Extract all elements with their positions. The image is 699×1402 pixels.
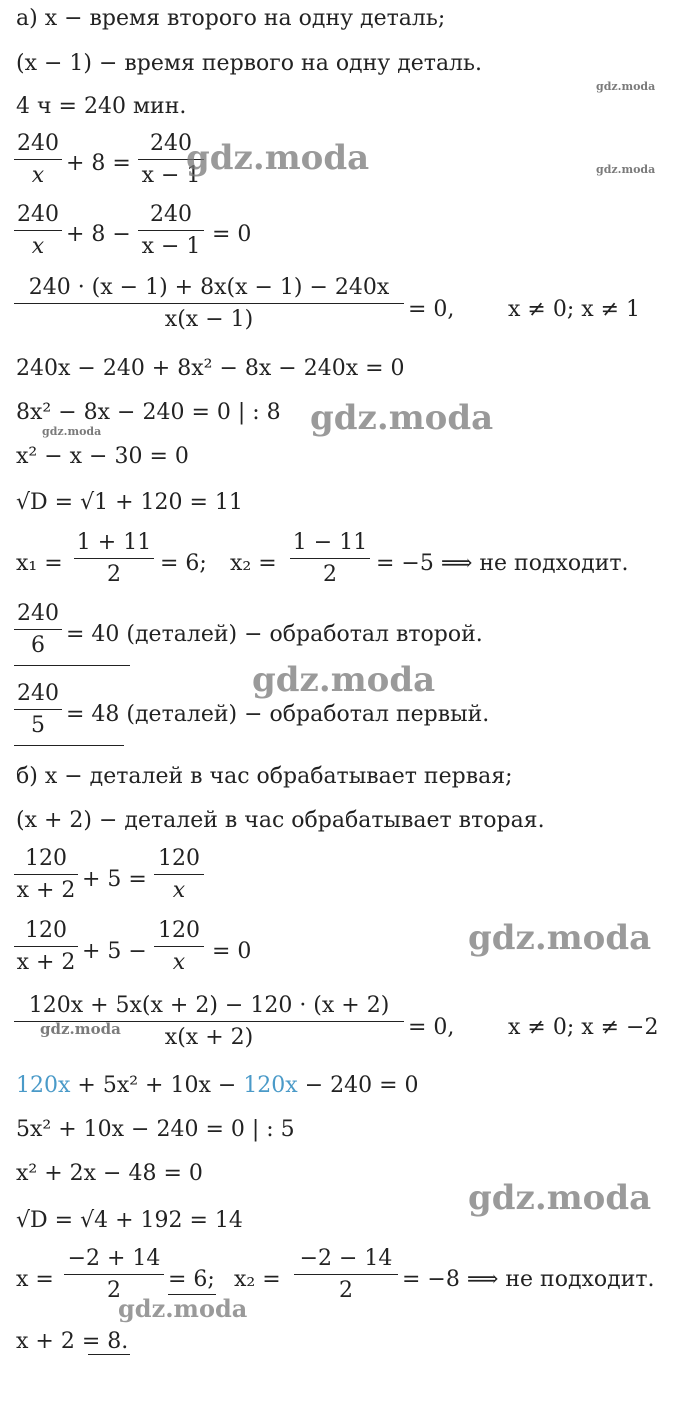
b-eq3-tail: = 0,	[408, 1015, 455, 1040]
b-eq1-frac2	[154, 848, 204, 902]
a-eq2-tail: = 0	[212, 222, 252, 247]
watermark: gdz.moda	[468, 918, 652, 958]
cancelled-term-1: 120x	[16, 1073, 71, 1098]
b-eq7: √D = √4 + 192 = 14	[16, 1208, 243, 1233]
a-eq8-x2: x₂ =	[230, 551, 277, 576]
b-eq8-r1: = 6;	[168, 1267, 215, 1292]
denominator: 2	[339, 1278, 353, 1303]
denominator: x(x + 2)	[164, 1025, 254, 1050]
denominator: x + 2	[16, 950, 76, 975]
watermark: gdz.moda	[252, 660, 436, 700]
numerator: 120	[158, 846, 200, 871]
a-ans1-frac	[14, 603, 62, 657]
b-eq4-end: − 240 = 0	[304, 1073, 419, 1098]
b-eq6: x² + 2x − 48 = 0	[16, 1161, 203, 1186]
numerator: 120	[25, 846, 67, 871]
a-eq3-tail: = 0,	[408, 297, 455, 322]
watermark: gdz.moda	[40, 1020, 121, 1038]
a-ans1-underline	[14, 665, 130, 666]
numerator: 120	[25, 918, 67, 943]
a-line-1: а) x − время второго на одну деталь;	[16, 6, 446, 31]
a-eq8-r1: = 6;	[160, 551, 207, 576]
numerator: 240	[17, 131, 59, 156]
numerator: 240	[17, 202, 59, 227]
a-eq8-frac2	[290, 532, 370, 586]
watermark: gdz.moda	[596, 163, 656, 176]
a-eq6: x² − x − 30 = 0	[16, 444, 189, 469]
b-eq4-middle: + 5x² + 10x −	[77, 1073, 237, 1098]
numerator: −2 + 14	[67, 1246, 161, 1271]
b-eq8-frac2	[294, 1248, 398, 1302]
numerator: 240	[150, 202, 192, 227]
a-eq7: √D = √1 + 120 = 11	[16, 490, 243, 515]
b-eq8-r2: = −8 ⟹ не подходит.	[402, 1267, 655, 1292]
b-eq3-condition: x ≠ 0; x ≠ −2	[508, 1015, 659, 1040]
watermark: gdz.moda	[468, 1178, 652, 1218]
watermark: gdz.moda	[596, 80, 656, 93]
a-eq2-frac2	[138, 204, 204, 258]
watermark: gdz.moda	[186, 138, 370, 178]
b-eq8-x2: x₂ =	[234, 1267, 281, 1292]
a-eq8-frac1	[74, 532, 154, 586]
a-ans1-text: = 40 (деталей) − обработал второй.	[66, 622, 483, 647]
a-eq1-mid: + 8 =	[66, 151, 131, 176]
a-ans2-text: = 48 (деталей) − обработал первый.	[66, 702, 490, 727]
b-eq2-frac1	[14, 920, 78, 974]
numerator: 240	[17, 681, 59, 706]
denominator: x	[172, 878, 186, 903]
denominator: x − 1	[141, 234, 201, 259]
denominator: x − 1	[141, 163, 201, 188]
a-ans2-underline	[14, 745, 124, 746]
b-eq1-mid: + 5 =	[82, 867, 147, 892]
a-eq5: 8x² − 8x − 240 = 0 | : 8	[16, 400, 281, 425]
watermark: gdz.moda	[42, 425, 102, 438]
a-eq2-mid: + 8 −	[66, 222, 131, 247]
b-eq5: 5x² + 10x − 240 = 0 | : 5	[16, 1117, 295, 1142]
numerator: 1 + 11	[76, 530, 152, 555]
numerator: 1 − 11	[292, 530, 368, 555]
denominator: x	[172, 950, 186, 975]
a-eq8-r2: = −5 ⟹ не подходит.	[376, 551, 629, 576]
b-line-2: (x + 2) − деталей в час обрабатывает вторая.	[16, 808, 545, 833]
a-line-3: 4 ч = 240 мин.	[16, 94, 187, 119]
denominator: 2	[107, 1278, 121, 1303]
a-eq2-frac1	[14, 204, 62, 258]
denominator: x	[31, 234, 45, 259]
a-eq3-condition: x ≠ 0; x ≠ 1	[508, 297, 641, 322]
denominator: 2	[107, 562, 121, 587]
b-line-1: б) x − деталей в час обрабатывает первая;	[16, 764, 513, 789]
denominator: 2	[323, 562, 337, 587]
b-answer: x + 2 = 8.	[16, 1329, 129, 1354]
a-eq1-frac1	[14, 133, 62, 187]
a-eq3-frac	[14, 277, 404, 331]
cancelled-term-2: 120x	[243, 1073, 298, 1098]
b-eq4	[16, 1075, 419, 1097]
b-eq2-frac2	[154, 920, 204, 974]
watermark: gdz.moda	[118, 1294, 248, 1323]
a-eq4: 240x − 240 + 8x² − 8x − 240x = 0	[16, 356, 405, 381]
b-answer-underline	[88, 1354, 130, 1355]
watermark: gdz.moda	[310, 398, 494, 438]
numerator: 120x + 5x(x + 2) − 120 · (x + 2)	[28, 993, 390, 1018]
numerator: 240	[17, 601, 59, 626]
numerator: 120	[158, 918, 200, 943]
numerator: 240 · (x − 1) + 8x(x − 1) − 240x	[28, 275, 390, 300]
denominator: x + 2	[16, 878, 76, 903]
numerator: −2 − 14	[299, 1246, 393, 1271]
a-line-2: (x − 1) − время первого на одну деталь.	[16, 51, 483, 76]
b-eq8-x1: x =	[16, 1267, 54, 1292]
b-eq1-frac1	[14, 848, 78, 902]
a-ans2-frac	[14, 683, 62, 737]
denominator: x	[31, 163, 45, 188]
denominator: 5	[31, 713, 45, 738]
a-eq8-x1: x₁ =	[16, 551, 63, 576]
b-eq2-tail: = 0	[212, 939, 252, 964]
numerator: 240	[150, 131, 192, 156]
denominator: 6	[31, 633, 45, 658]
denominator: x(x − 1)	[164, 307, 254, 332]
b-eq2-mid: + 5 −	[82, 939, 147, 964]
